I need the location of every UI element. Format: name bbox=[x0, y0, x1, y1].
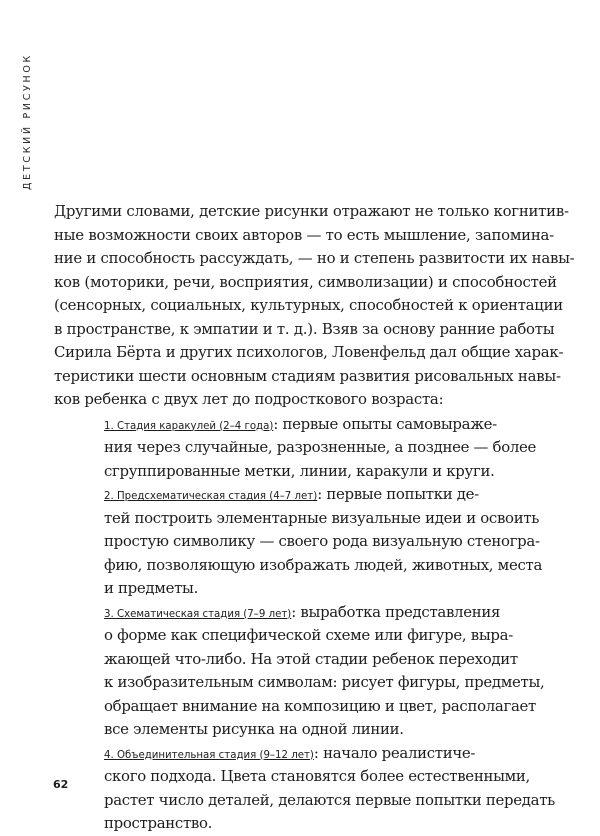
text-line: ния через случайные, разрозненные, а позднее — более bbox=[104, 438, 537, 456]
text-line bbox=[104, 483, 516, 507]
text-line: ные возможности своих авторов — то есть мышление, запомина- bbox=[54, 225, 554, 244]
stage-item bbox=[104, 601, 545, 742]
text-line: Сирила Бёрта и других психологов, Ловенфельд дал общие харак- bbox=[54, 343, 564, 361]
text-line: все элементы рисунка на одной линии. bbox=[104, 720, 404, 738]
stage-label: 1. Стадия каракулей (2–4 года) bbox=[104, 420, 274, 432]
text-line: фию, позволяющую изображать людей, животных, места bbox=[104, 555, 543, 574]
intro-paragraph bbox=[54, 200, 575, 412]
stage-label: 4. Объединительная стадия (9–12 лет) bbox=[104, 749, 314, 761]
text-line: ков (моторики, речи, восприятия, символизации) и способностей bbox=[54, 272, 557, 291]
text-line: обращает внимание на композицию и цвет, располагает bbox=[104, 696, 536, 715]
text-line: ние и способность рассуждать, — но и степень развитости их навы- bbox=[54, 249, 575, 267]
stage-description-start: : выработка представления bbox=[291, 602, 501, 621]
text-line: пространство. bbox=[104, 814, 213, 832]
stage-description-start: : первые попытки де- bbox=[317, 485, 479, 503]
text-line: жающей что-либо. На этой стадии ребенок переходит bbox=[104, 649, 518, 668]
text-line: теристики шести основным стадиям развития рисовальных навы- bbox=[54, 366, 561, 385]
page-body bbox=[54, 200, 575, 836]
text-line: (сенсорных, социальных, культурных, способностей к ориентации bbox=[54, 296, 563, 314]
text-line bbox=[104, 742, 516, 766]
stage-label: 3. Схематическая стадия (7–9 лет) bbox=[104, 608, 292, 620]
text-line: тей построить элементарные визуальные идеи и освоить bbox=[104, 508, 540, 527]
page-number: 62 bbox=[53, 778, 69, 791]
text-line: Другими словами, детские рисунки отражают не только когнитив- bbox=[54, 202, 569, 220]
running-head-container bbox=[22, 40, 38, 190]
text-line: о форме как специфической схеме или фигуре, выра- bbox=[104, 626, 513, 644]
text-line: растет число деталей, делаются первые попытки передать bbox=[104, 790, 555, 809]
text-line: и предметы. bbox=[104, 579, 199, 597]
stage-list bbox=[104, 413, 555, 836]
text-line bbox=[104, 601, 516, 625]
text-line: в пространстве, к эмпатии и т. д.). Взяв за основу ранние работы bbox=[54, 319, 555, 338]
stage-item bbox=[104, 413, 537, 484]
text-line: простую символику — своего рода визуальную стеногра- bbox=[104, 532, 540, 550]
text-line: ского подхода. Цвета становятся более естественными, bbox=[104, 767, 530, 785]
stage-item bbox=[104, 742, 555, 836]
text-line: ков ребенка с двух лет до подросткового возраста: bbox=[54, 390, 444, 408]
stage-label: 2. Предсхематическая стадия (4–7 лет) bbox=[104, 491, 318, 502]
stage-item bbox=[104, 483, 543, 601]
running-head: ДЕТСКИЙ РИСУНОК bbox=[22, 53, 33, 190]
text-line: сгруппированные метки, линии, каракули и круги. bbox=[104, 461, 495, 480]
text-line: к изобразительным символам: рисует фигуры, предметы, bbox=[104, 673, 545, 691]
stage-description-start: : первые опыты самовыраже- bbox=[273, 414, 497, 433]
stage-description-start: : начало реалистиче- bbox=[313, 743, 476, 762]
text-line bbox=[104, 413, 516, 437]
